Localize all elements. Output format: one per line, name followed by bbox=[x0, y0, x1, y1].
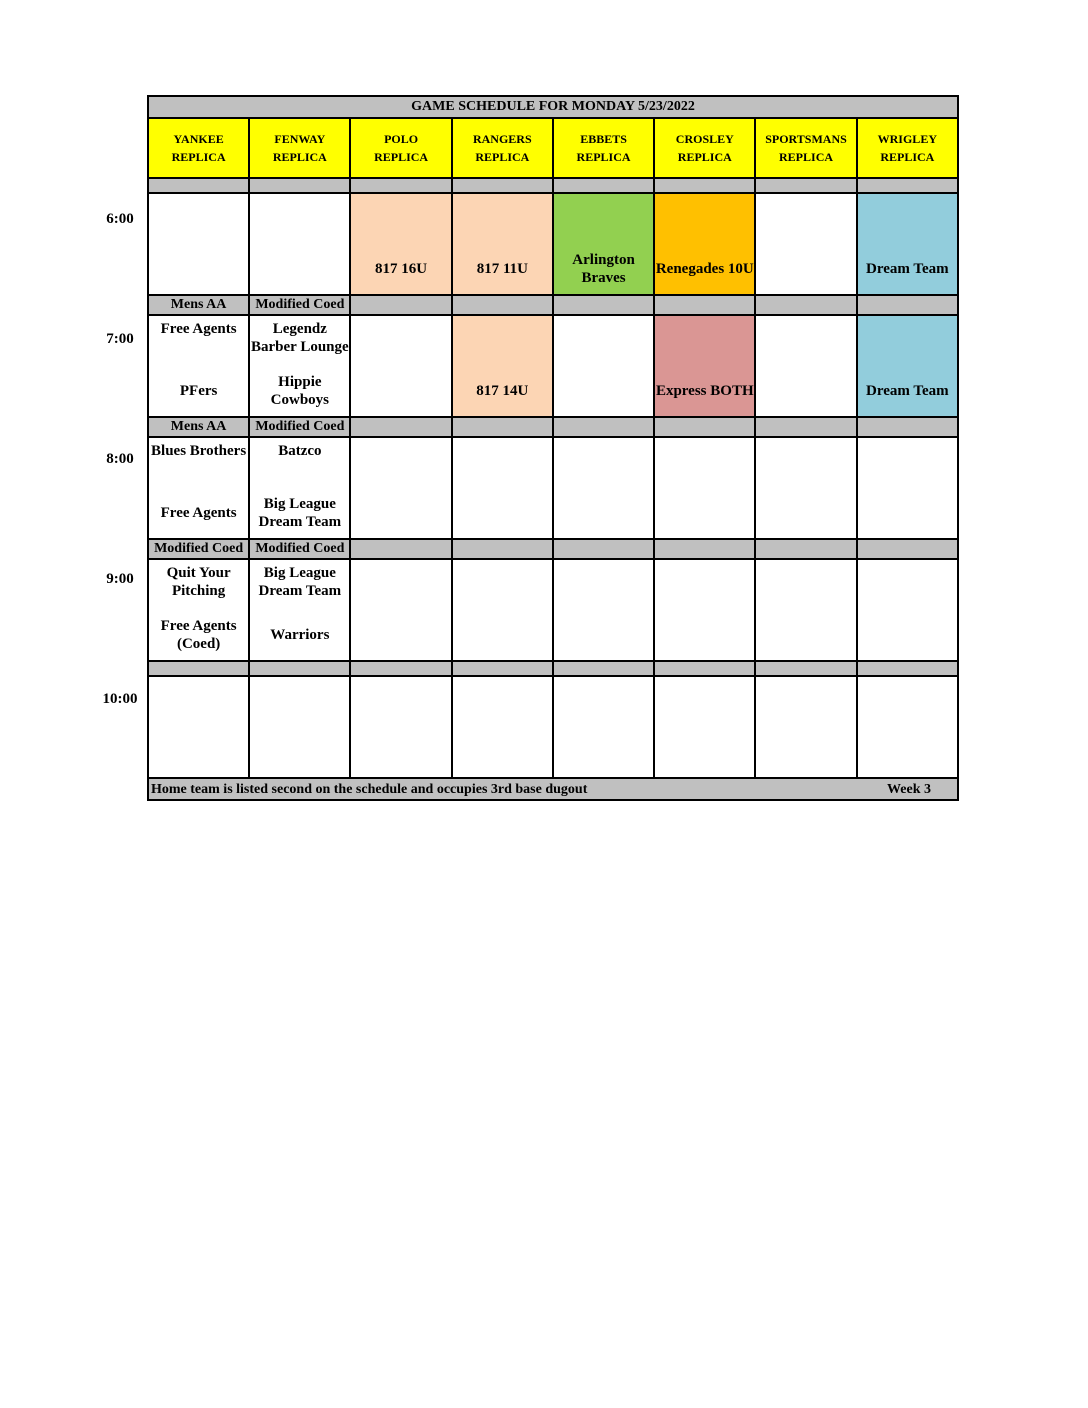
division-label bbox=[553, 417, 654, 437]
game-cell bbox=[553, 559, 654, 661]
away-team bbox=[655, 438, 754, 488]
game-row bbox=[148, 315, 958, 417]
division-label bbox=[857, 417, 958, 437]
division-label bbox=[654, 539, 755, 559]
game-cell bbox=[857, 315, 958, 417]
field-type: REPLICA bbox=[171, 150, 226, 164]
home-team: Warriors bbox=[270, 627, 330, 643]
field-type: REPLICA bbox=[576, 150, 631, 164]
home-team bbox=[756, 610, 855, 660]
field-header-sportsmans bbox=[755, 118, 856, 178]
division-label: Modified Coed bbox=[249, 417, 350, 437]
game-cell bbox=[755, 437, 856, 539]
away-team bbox=[351, 194, 450, 244]
away-team bbox=[756, 194, 855, 244]
home-team: Free Agents bbox=[160, 505, 237, 521]
game-cell bbox=[755, 193, 856, 295]
away-team bbox=[453, 194, 552, 244]
home-team bbox=[554, 488, 653, 538]
home-team bbox=[554, 366, 653, 416]
game-cell bbox=[249, 437, 350, 539]
home-team bbox=[250, 727, 349, 777]
game-cell bbox=[654, 193, 755, 295]
division-label bbox=[452, 417, 553, 437]
away-team bbox=[756, 677, 855, 727]
field-header-rangers bbox=[452, 118, 553, 178]
home-team: 817 11U bbox=[476, 261, 528, 277]
division-label bbox=[452, 539, 553, 559]
away-team bbox=[756, 560, 855, 610]
division-label bbox=[755, 539, 856, 559]
division-label bbox=[857, 178, 958, 193]
division-label bbox=[857, 661, 958, 676]
division-label bbox=[249, 661, 350, 676]
home-team: Dream Team bbox=[866, 383, 949, 399]
field-name: CROSLEY bbox=[675, 132, 734, 146]
away-team bbox=[453, 316, 552, 366]
field-name: POLO bbox=[384, 132, 419, 146]
game-cell bbox=[553, 315, 654, 417]
field-type: REPLICA bbox=[677, 150, 732, 164]
field-header-yankee bbox=[148, 118, 249, 178]
game-cell bbox=[148, 676, 249, 778]
home-team bbox=[453, 488, 552, 538]
schedule-table bbox=[147, 95, 959, 801]
division-row bbox=[148, 417, 958, 437]
game-cell bbox=[350, 315, 451, 417]
home-team bbox=[351, 366, 450, 416]
division-label bbox=[350, 417, 451, 437]
home-team: Arlington Braves bbox=[572, 252, 635, 286]
away-team bbox=[351, 560, 450, 610]
game-cell bbox=[452, 315, 553, 417]
home-team bbox=[655, 610, 754, 660]
home-team bbox=[149, 244, 248, 294]
game-cell bbox=[350, 559, 451, 661]
game-cell bbox=[249, 193, 350, 295]
game-cell bbox=[755, 676, 856, 778]
division-row bbox=[148, 539, 958, 559]
game-cell bbox=[654, 676, 755, 778]
away-team bbox=[756, 316, 855, 366]
away-team bbox=[351, 316, 450, 366]
home-team bbox=[655, 727, 754, 777]
field-type: REPLICA bbox=[374, 150, 429, 164]
game-cell bbox=[857, 676, 958, 778]
home-team bbox=[149, 727, 248, 777]
division-label bbox=[654, 178, 755, 193]
home-team bbox=[858, 610, 957, 660]
game-cell bbox=[857, 193, 958, 295]
division-row bbox=[148, 178, 958, 193]
division-label bbox=[755, 417, 856, 437]
home-team bbox=[453, 610, 552, 660]
away-team bbox=[554, 677, 653, 727]
home-team bbox=[756, 727, 855, 777]
division-row bbox=[148, 295, 958, 315]
footer-cell bbox=[148, 778, 958, 800]
field-name: YANKEE bbox=[173, 132, 224, 146]
home-team: Free Agents (Coed) bbox=[160, 618, 237, 652]
division-label: Modified Coed bbox=[249, 295, 350, 315]
away-team bbox=[554, 194, 653, 244]
field-header-fenway bbox=[249, 118, 350, 178]
footer-row bbox=[148, 778, 958, 800]
game-cell bbox=[452, 559, 553, 661]
game-cell bbox=[148, 193, 249, 295]
field-name: RANGERS bbox=[472, 132, 532, 146]
away-team bbox=[858, 560, 957, 610]
away-team bbox=[655, 194, 754, 244]
home-team bbox=[453, 727, 552, 777]
away-team bbox=[655, 560, 754, 610]
home-team: Express BOTH bbox=[655, 383, 754, 399]
time-label-9: 9:00 bbox=[106, 571, 134, 587]
away-team: Quit Your Pitching bbox=[166, 565, 231, 599]
game-cell bbox=[553, 437, 654, 539]
time-label-10: 10:00 bbox=[102, 691, 138, 707]
game-cell bbox=[350, 676, 451, 778]
division-label bbox=[553, 539, 654, 559]
game-cell bbox=[249, 559, 350, 661]
game-cell bbox=[553, 676, 654, 778]
division-label bbox=[452, 178, 553, 193]
game-cell bbox=[350, 193, 451, 295]
time-label-6: 6:00 bbox=[106, 211, 134, 227]
away-team: Free Agents bbox=[160, 321, 237, 337]
division-label bbox=[249, 178, 350, 193]
division-label: Mens AA bbox=[148, 295, 249, 315]
field-type: REPLICA bbox=[779, 150, 834, 164]
home-team bbox=[554, 610, 653, 660]
away-team bbox=[149, 677, 248, 727]
game-cell bbox=[857, 559, 958, 661]
home-team bbox=[655, 488, 754, 538]
game-cell bbox=[350, 437, 451, 539]
division-label bbox=[654, 661, 755, 676]
game-cell bbox=[654, 559, 755, 661]
game-cell bbox=[654, 315, 755, 417]
field-header-crosley bbox=[654, 118, 755, 178]
game-row bbox=[148, 676, 958, 778]
game-row bbox=[148, 437, 958, 539]
division-label bbox=[452, 295, 553, 315]
home-team: Hippie Cowboys bbox=[270, 374, 330, 408]
field-type: REPLICA bbox=[272, 150, 327, 164]
home-team: Dream Team bbox=[866, 261, 949, 277]
away-team bbox=[149, 194, 248, 244]
away-team bbox=[554, 438, 653, 488]
time-label-8: 8:00 bbox=[106, 451, 134, 467]
away-team bbox=[250, 677, 349, 727]
home-team: Big League Dream Team bbox=[258, 496, 342, 530]
schedule-title: GAME SCHEDULE FOR MONDAY 5/23/2022 bbox=[148, 96, 958, 118]
away-team: Legendz Barber Lounge bbox=[251, 321, 349, 355]
away-team bbox=[858, 194, 957, 244]
division-label: Modified Coed bbox=[249, 539, 350, 559]
division-label bbox=[350, 295, 451, 315]
home-team bbox=[351, 610, 450, 660]
home-team: 817 14U bbox=[476, 383, 529, 399]
division-label bbox=[553, 295, 654, 315]
division-label bbox=[755, 295, 856, 315]
game-cell bbox=[148, 437, 249, 539]
division-label bbox=[654, 295, 755, 315]
home-team-note: Home team is listed second on the schedule and occupies 3rd base dugout bbox=[151, 782, 588, 797]
away-team bbox=[858, 677, 957, 727]
game-cell bbox=[755, 559, 856, 661]
away-team bbox=[756, 438, 855, 488]
away-team bbox=[250, 194, 349, 244]
division-row bbox=[148, 661, 958, 676]
field-header-row bbox=[148, 118, 958, 178]
division-label: Mens AA bbox=[148, 417, 249, 437]
home-team bbox=[756, 244, 855, 294]
field-name: WRIGLEY bbox=[877, 132, 937, 146]
away-team bbox=[453, 560, 552, 610]
away-team bbox=[858, 438, 957, 488]
home-team: Renegades 10U bbox=[655, 261, 754, 277]
home-team bbox=[756, 366, 855, 416]
away-team bbox=[453, 677, 552, 727]
field-header-polo bbox=[350, 118, 451, 178]
field-type: REPLICA bbox=[475, 150, 530, 164]
away-team bbox=[351, 677, 450, 727]
game-cell bbox=[249, 315, 350, 417]
division-label bbox=[350, 178, 451, 193]
field-type: REPLICA bbox=[880, 150, 935, 164]
home-team bbox=[756, 488, 855, 538]
away-team: Blues Brothers bbox=[151, 443, 247, 459]
field-name: EBBETS bbox=[580, 132, 627, 146]
division-label bbox=[857, 539, 958, 559]
field-header-ebbets bbox=[553, 118, 654, 178]
game-cell bbox=[148, 559, 249, 661]
division-label: Modified Coed bbox=[148, 539, 249, 559]
field-name: SPORTSMANS bbox=[765, 132, 847, 146]
game-row bbox=[148, 193, 958, 295]
away-team bbox=[858, 316, 957, 366]
game-cell bbox=[148, 315, 249, 417]
home-team bbox=[858, 488, 957, 538]
home-team bbox=[250, 244, 349, 294]
away-team bbox=[351, 438, 450, 488]
game-row bbox=[148, 559, 958, 661]
division-label bbox=[350, 661, 451, 676]
home-team: PFers bbox=[179, 383, 218, 399]
game-cell bbox=[755, 315, 856, 417]
division-label bbox=[553, 178, 654, 193]
away-team bbox=[554, 316, 653, 366]
game-cell bbox=[654, 437, 755, 539]
away-team: Batzco bbox=[278, 443, 322, 459]
home-team bbox=[858, 727, 957, 777]
division-label bbox=[452, 661, 553, 676]
game-cell bbox=[452, 676, 553, 778]
game-cell bbox=[249, 676, 350, 778]
home-team bbox=[351, 727, 450, 777]
home-team: 817 16U bbox=[375, 261, 428, 277]
division-label bbox=[148, 178, 249, 193]
away-team bbox=[453, 438, 552, 488]
home-team bbox=[554, 727, 653, 777]
division-label bbox=[755, 661, 856, 676]
division-label bbox=[350, 539, 451, 559]
division-label bbox=[148, 661, 249, 676]
game-cell bbox=[553, 193, 654, 295]
away-team: Big League Dream Team bbox=[258, 565, 342, 599]
division-label bbox=[553, 661, 654, 676]
game-cell bbox=[452, 437, 553, 539]
game-cell bbox=[452, 193, 553, 295]
away-team bbox=[554, 560, 653, 610]
away-team bbox=[655, 677, 754, 727]
game-cell bbox=[857, 437, 958, 539]
division-label bbox=[755, 178, 856, 193]
field-header-wrigley bbox=[857, 118, 958, 178]
field-name: FENWAY bbox=[274, 132, 326, 146]
division-label bbox=[857, 295, 958, 315]
away-team bbox=[655, 316, 754, 366]
home-team bbox=[351, 488, 450, 538]
division-label bbox=[654, 417, 755, 437]
time-label-7: 7:00 bbox=[106, 331, 134, 347]
week-label: Week 3 bbox=[887, 782, 931, 797]
